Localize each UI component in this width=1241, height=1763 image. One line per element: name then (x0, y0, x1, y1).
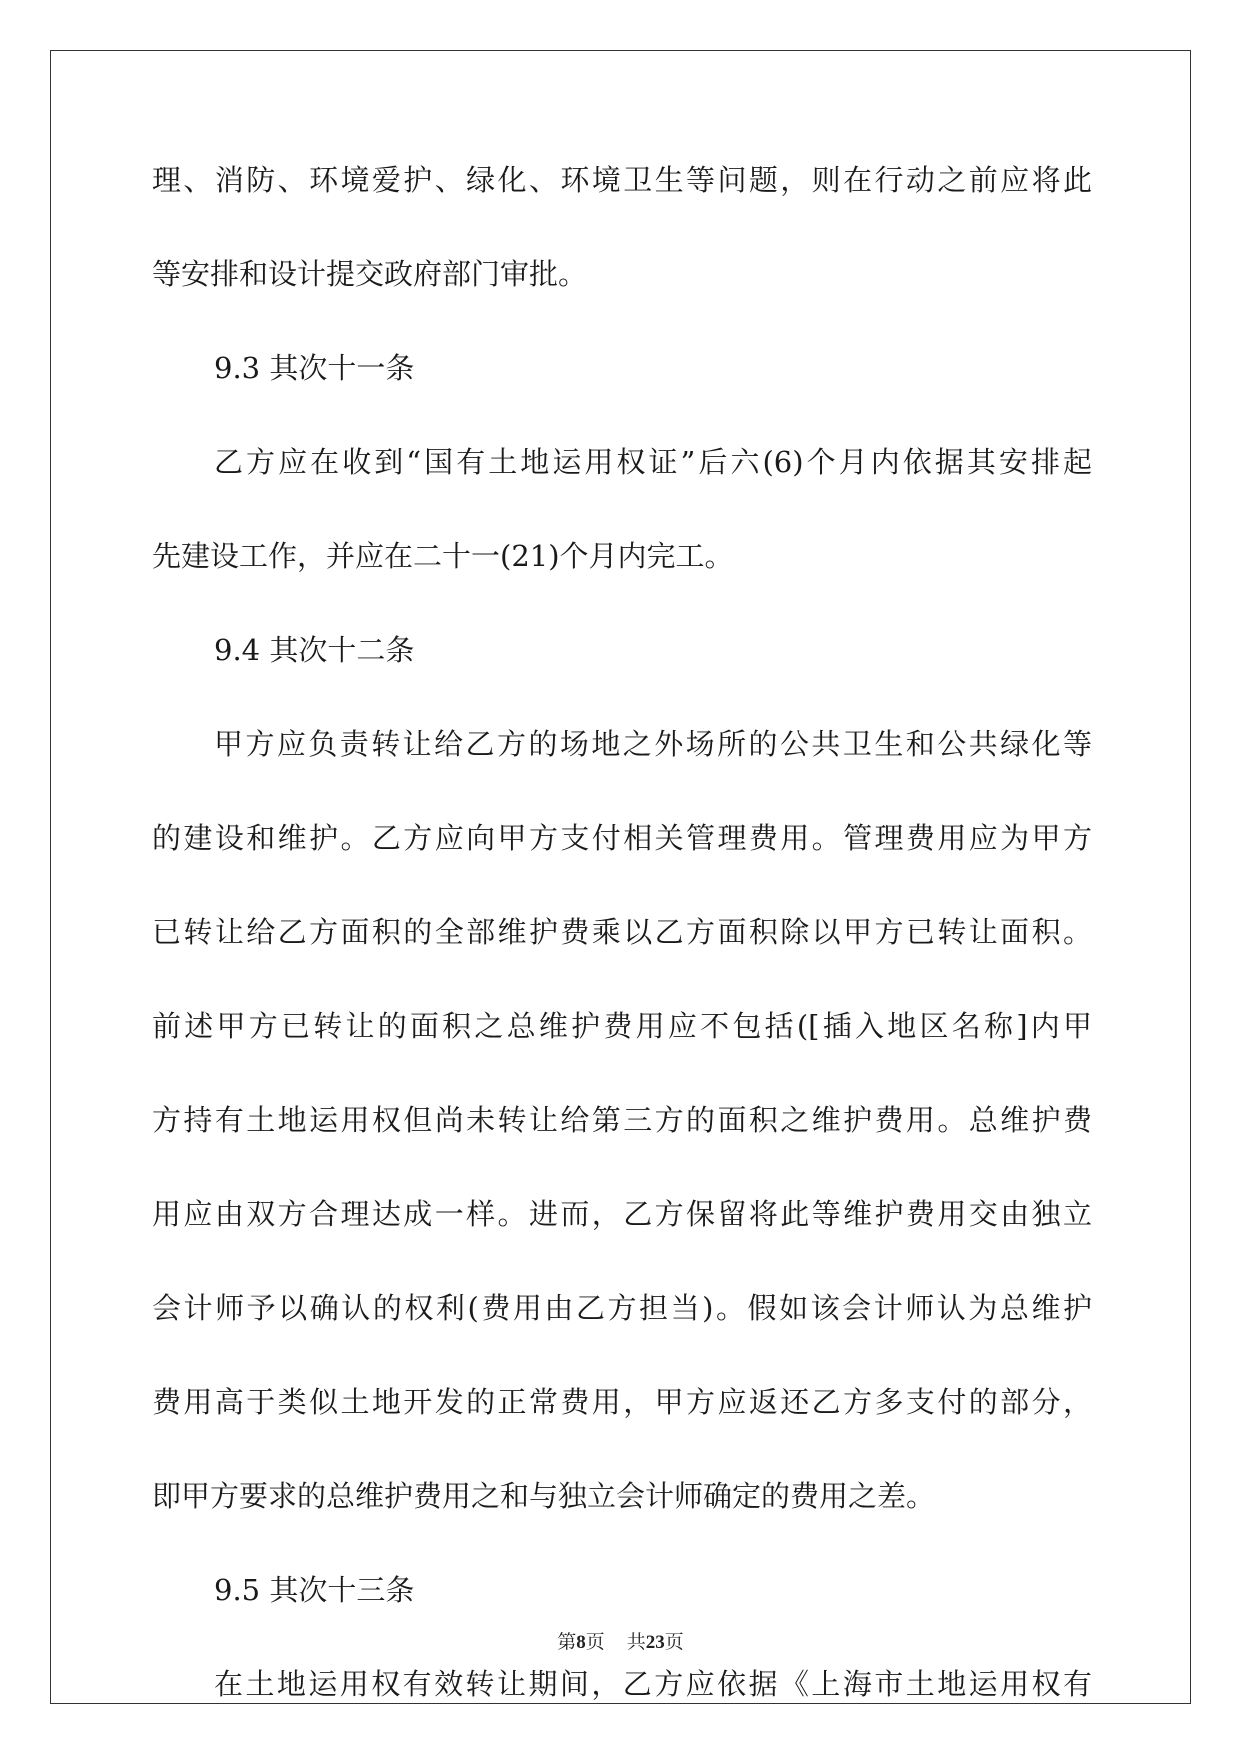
current-page-number: 8 (576, 1632, 586, 1653)
text-line: 费用高于类似土地开发的正常费用，甲方应返还乙方多支付的部分， (152, 1385, 1092, 1419)
text-line: 9.5 其次十三条 (214, 1573, 415, 1607)
footer-prefix: 第 (557, 1631, 577, 1653)
text-line: 甲方应负责转让给乙方的场地之外场所的公共卫生和公共绿化等 (214, 727, 1092, 761)
text-line: 前述甲方已转让的面积之总维护费用应不包括([插入地区名称]内甲 (152, 1009, 1092, 1043)
text-line: 在土地运用权有效转让期间，乙方应依据《上海市土地运用权有 (214, 1667, 1092, 1701)
footer-total-suffix: 页 (664, 1631, 684, 1653)
text-line: 等安排和设计提交政府部门审批。 (152, 257, 588, 291)
text-line: 即甲方要求的总维护费用之和与独立会计师确定的费用之差。 (152, 1479, 936, 1513)
footer-page-suffix: 页 (585, 1631, 605, 1653)
text-line: 理、消防、环境爱护、绿化、环境卫生等问题，则在行动之前应将此 (152, 163, 1092, 197)
text-line: 用应由双方合理达成一样。进而，乙方保留将此等维护费用交由独立 (152, 1197, 1092, 1231)
text-line: 先建设工作，并应在二十一(21)个月内完工。 (152, 539, 734, 573)
total-page-count: 23 (645, 1632, 665, 1653)
text-line: 已转让给乙方面积的全部维护费乘以乙方面积除以甲方已转让面积。 (152, 915, 1092, 949)
page-footer (0, 1627, 1241, 1654)
footer-total-prefix: 共 (626, 1631, 646, 1653)
text-line: 9.4 其次十二条 (214, 633, 415, 667)
text-line: 会计师予以确认的权利(费用由乙方担当)。假如该会计师认为总维护 (152, 1291, 1092, 1325)
text-line: 9.3 其次十一条 (214, 351, 415, 385)
text-line: 的建设和维护。乙方应向甲方支付相关管理费用。管理费用应为甲方 (152, 821, 1092, 855)
text-line: 乙方应在收到“国有土地运用权证”后六(6)个月内依据其安排起 (214, 445, 1092, 479)
document-body (152, 165, 1092, 1763)
text-line: 方持有土地运用权但尚未转让给第三方的面积之维护费用。总维护费 (152, 1103, 1092, 1137)
